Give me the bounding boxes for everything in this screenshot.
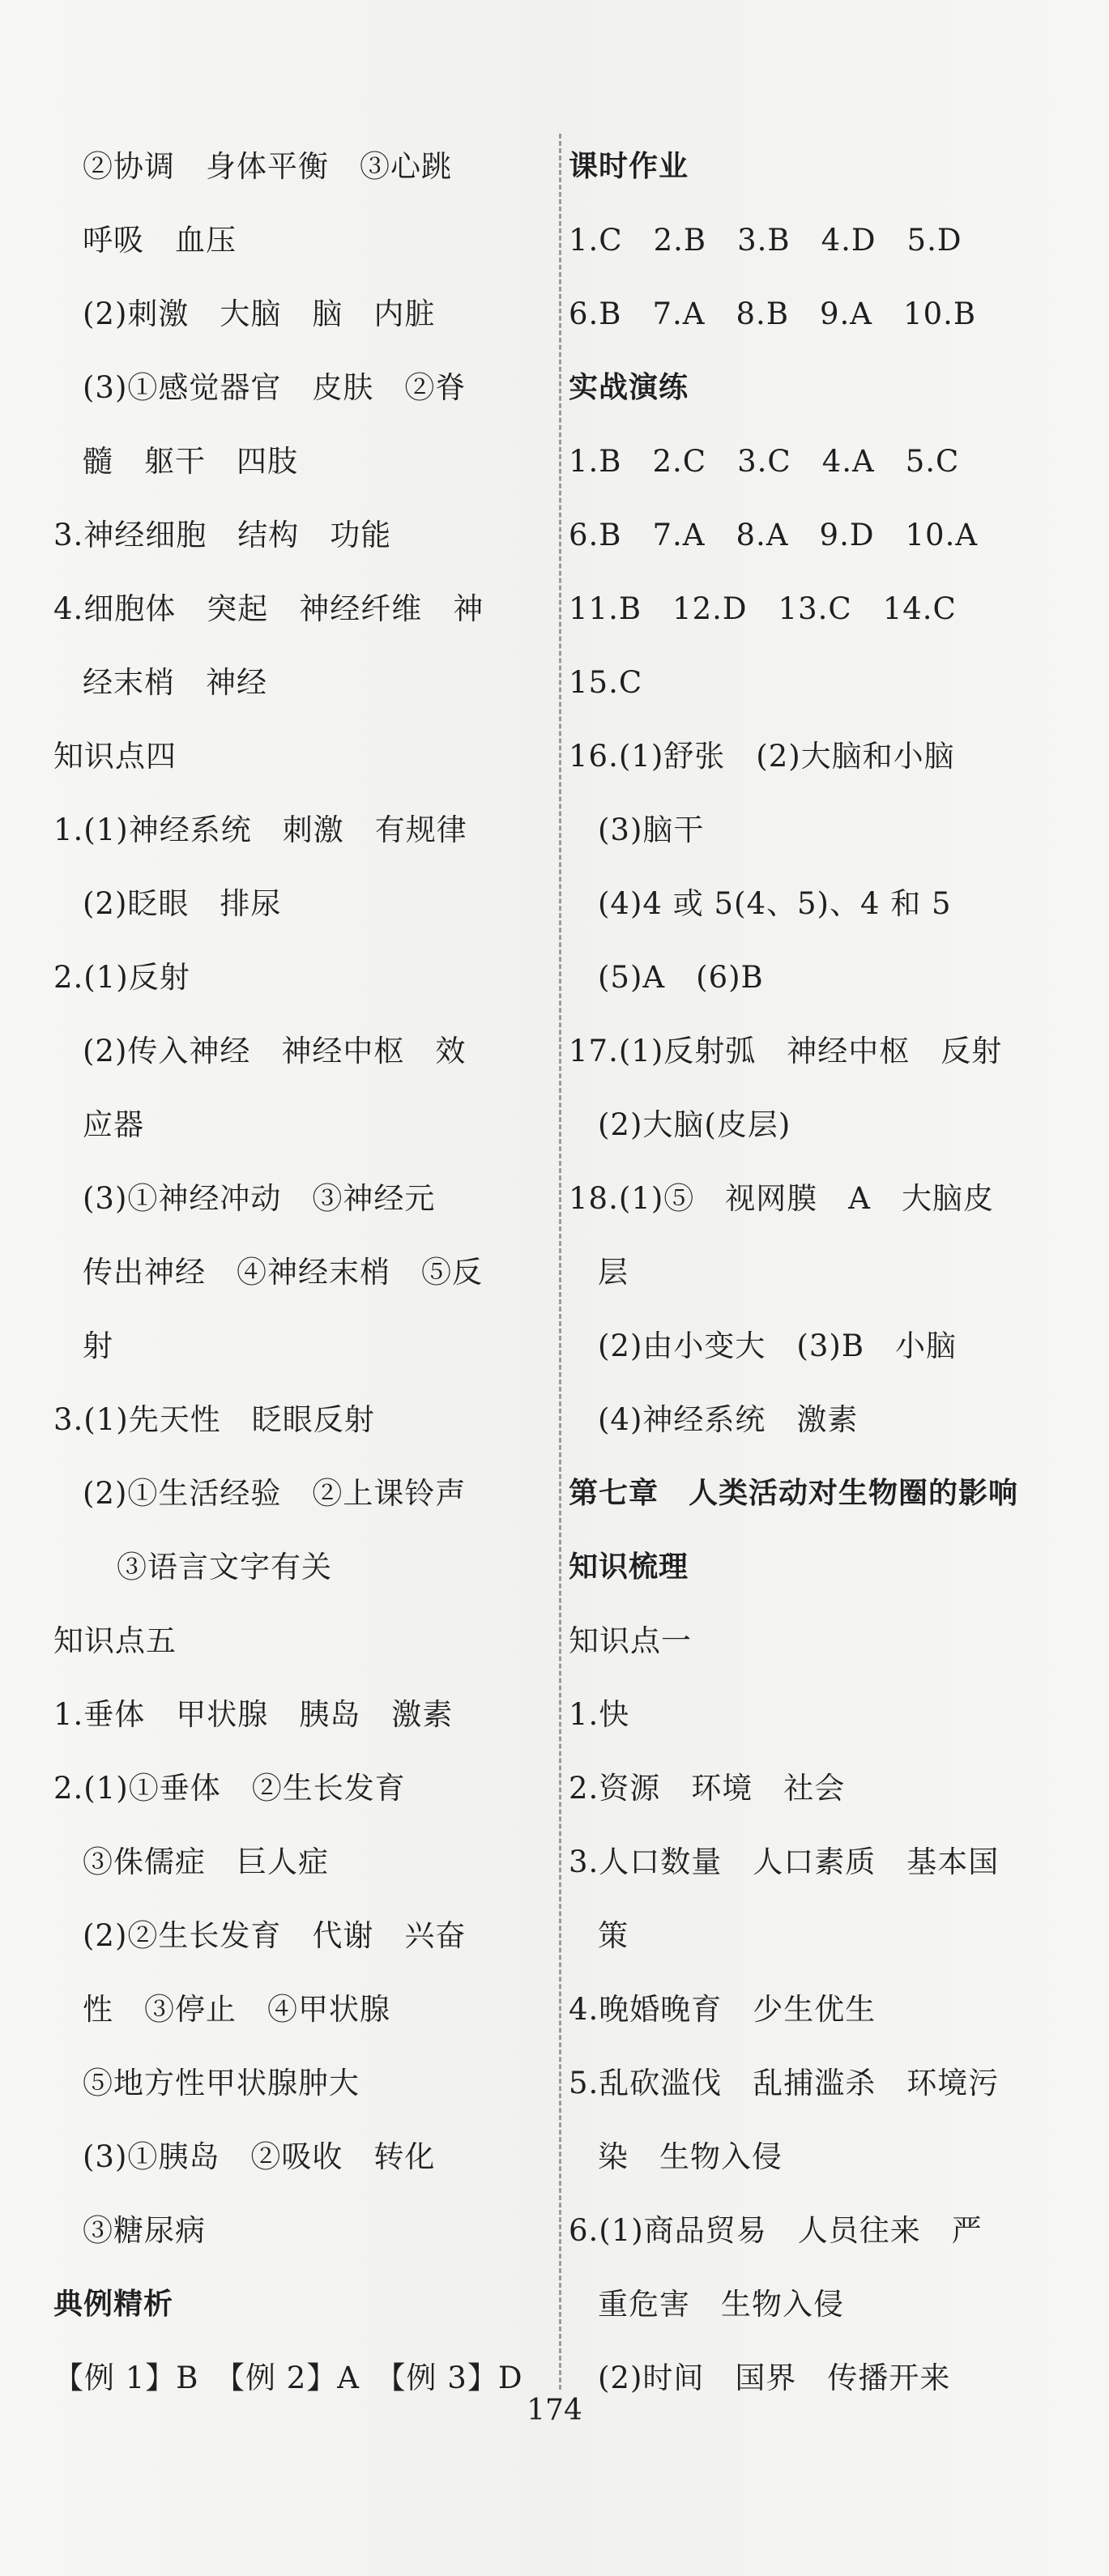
answer-line: 2.资源 环境 社会 [569, 1771, 846, 1806]
section-heading: 知识梳理 [569, 1550, 689, 1584]
answer-line: 2.(1)反射 [53, 960, 190, 995]
answer-line: 4.晚婚晚育 少生优生 [569, 1992, 877, 2027]
page-number: 174 [527, 2394, 582, 2427]
answer-line: (3)①胰岛 ②吸收 转化 [83, 2139, 436, 2174]
answer-line: 2.(1)①垂体 ②生长发育 [53, 1771, 406, 1806]
section-heading: 课时作业 [569, 150, 689, 183]
answer-line: 呼吸 血压 [83, 223, 237, 258]
answer-line: 1.垂体 甲状腺 胰岛 激素 [53, 1697, 454, 1732]
answer-line: (2)刺激 大脑 脑 内脏 [83, 296, 436, 331]
answer-line: 11.B 12.D 13.C 14.C [569, 591, 957, 626]
answer-line: 4.细胞体 突起 神经纤维 神 [53, 591, 484, 626]
answer-line: 1.C 2.B 3.B 4.D 5.D [569, 223, 962, 258]
answer-line: (4)4 或 5(4、5)、4 和 5 [598, 886, 952, 921]
answer-line: ③语言文字有关 [117, 1550, 332, 1584]
answer-line: 16.(1)舒张 (2)大脑和小脑 [569, 739, 955, 774]
answer-line: 1.快 [569, 1697, 630, 1732]
answer-line: 层 [598, 1255, 629, 1290]
answer-line: (2)由小变大 (3)B 小脑 [598, 1329, 958, 1363]
answer-line: 【例 1】B 【例 2】A 【例 3】D [53, 2361, 523, 2395]
answer-line: 知识点五 [53, 1623, 177, 1658]
answer-line: (3)①感觉器官 皮肤 ②脊 [83, 370, 467, 405]
answer-line: 3.神经细胞 结构 功能 [53, 518, 392, 552]
answer-line: 5.乱砍滥伐 乱捕滥杀 环境污 [569, 2066, 1000, 2100]
answer-line: (2)时间 国界 传播开来 [598, 2361, 951, 2395]
answer-line: 知识点一 [569, 1623, 692, 1658]
answer-line: (2)传入神经 神经中枢 效 [83, 1034, 467, 1068]
answer-line: ③糖尿病 [83, 2213, 206, 2248]
answer-line: (5)A (6)B [598, 960, 764, 995]
right-column [569, 144, 1087, 2429]
answer-line: (3)①神经冲动 ③神经元 [83, 1181, 436, 1216]
answer-line: 性 ③停止 ④甲状腺 [83, 1992, 390, 2027]
answer-line: 6.B 7.A 8.A 9.D 10.A [569, 518, 979, 552]
answer-line: ③侏儒症 巨人症 [83, 1845, 329, 1879]
section-heading: 第七章 人类活动对生物圈的影响 [569, 1477, 1019, 1510]
answer-line: 1.(1)神经系统 刺激 有规律 [53, 812, 467, 847]
answer-line: 知识点四 [53, 739, 177, 774]
answer-line: 6.B 7.A 8.B 9.A 10.B [569, 296, 977, 331]
answer-line: 15.C [569, 665, 643, 700]
left-column [53, 144, 548, 2429]
answer-line: ②协调 身体平衡 ③心跳 [83, 149, 452, 184]
answer-line: (2)①生活经验 ②上课铃声 [83, 1476, 467, 1511]
answer-line: 重危害 生物入侵 [598, 2287, 844, 2322]
answer-line: 1.B 2.C 3.C 4.A 5.C [569, 444, 960, 479]
answer-line: 髓 躯干 四肢 [83, 444, 298, 479]
answer-line: 3.(1)先天性 眨眼反射 [53, 1402, 375, 1437]
answer-line: 3.人口数量 人口素质 基本国 [569, 1845, 1000, 1879]
answer-line: 策 [598, 1918, 629, 1953]
answer-line: (2)②生长发育 代谢 兴奋 [83, 1918, 467, 1953]
answer-line: 17.(1)反射弧 神经中枢 反射 [569, 1034, 1003, 1068]
answer-line: (4)神经系统 激素 [598, 1402, 859, 1437]
answer-line: (2)眨眼 排尿 [83, 886, 282, 921]
answer-line: (2)大脑(皮层) [598, 1107, 791, 1142]
section-heading: 实战演练 [569, 371, 689, 404]
answer-line: 18.(1)⑤ 视网膜 A 大脑皮 [569, 1181, 994, 1216]
answer-line: 染 生物入侵 [598, 2139, 783, 2174]
answer-line: 射 [83, 1329, 113, 1363]
section-heading: 典例精析 [53, 2288, 174, 2321]
answer-line: (3)脑干 [598, 812, 705, 847]
answer-line: 6.(1)商品贸易 人员往来 严 [569, 2213, 983, 2248]
column-divider [559, 134, 561, 2390]
answer-line: ⑤地方性甲状腺肿大 [83, 2066, 360, 2100]
answer-line: 经末梢 神经 [83, 665, 267, 700]
answer-line: 传出神经 ④神经末梢 ⑤反 [83, 1255, 483, 1290]
answer-line: 应器 [83, 1107, 144, 1142]
